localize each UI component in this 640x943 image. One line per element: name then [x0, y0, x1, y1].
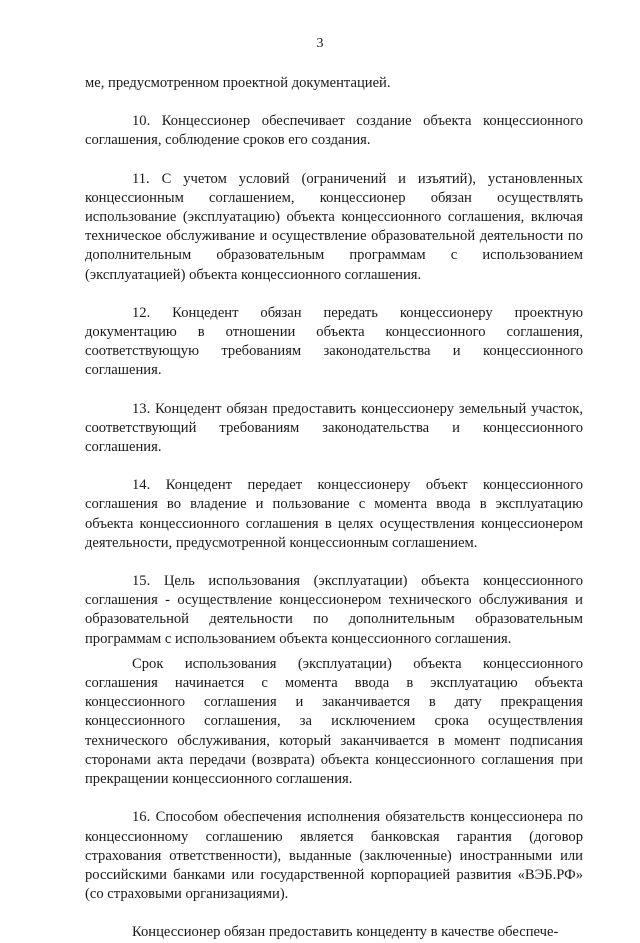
paragraph-14: 14. Концедент передает концессионеру объект концессионного соглашения во владение и пользование с момента ввода в эксплуатацию объекта концессионного соглашения в целях осуществления концессионером деятельности, предусмотренной концессионным соглашением. [85, 477, 583, 551]
paragraph-15: 15. Цель использования (эксплуатации) объекта концессионного соглашения - осуществление концессионером технического обслуживания и образовательной деятельности по дополнительным образовательным программам с использованием объекта концессионного соглашения. [85, 573, 583, 647]
paragraph-11: 11. С учетом условий (ограничений и изъятий), установленных концессионным соглашением, концессионер обязан осуществлять использование (эксплуатацию) объекта концессионного соглашения, включая техническое обслуживание и осуществление образовательной деятельности по дополнительным образовательным программам с использованием (эксплуатацией) объекта концессионного соглашения. [85, 170, 583, 283]
page-number: 3 [316, 36, 324, 51]
document-body [85, 74, 583, 943]
paragraph-12: 12. Концедент обязан передать концессионеру проектную документацию в отношении объекта концессионного соглашения, соответствующую требованиям законодательства и концессионного соглашения. [85, 304, 583, 379]
paragraph-16: 16. Способом обеспечения исполнения обязательств концессионера по концессионному соглашению является банковская гарантия (договор страхования ответственности), выданные (заключенные) иностранными или российскими банками или государственной корпорацией развития «ВЭБ.РФ» (со страховыми организациями). [85, 809, 583, 903]
paragraph-13: 13. Концедент обязан предоставить концессионеру земельный участок, соответствующий требованиям законодательства и концессионного соглашения. [85, 400, 583, 456]
paragraph-16-obligation: Концессионер обязан предоставить концеденту в качестве обеспече- [132, 924, 559, 941]
paragraph-10: 10. Концессионер обеспечивает создание объекта концессионного соглашения, соблюдение сроков его создания. [85, 113, 583, 149]
paragraph-15-term: Срок использования (эксплуатации) объекта концессионного соглашения начинается с момента ввода в эксплуатацию объекта концессионного соглашения и заканчивается в дату прекращения концессионного соглашения, за исключением срока осуществления технического обслуживания, который заканчивается в момент подписания сторонами акта передачи (возврата) объекта концессионного соглашения при прекращении концессионного соглашения. [85, 655, 583, 788]
paragraph-continuation: ме, предусмотренном проектной документацией. [85, 75, 391, 91]
